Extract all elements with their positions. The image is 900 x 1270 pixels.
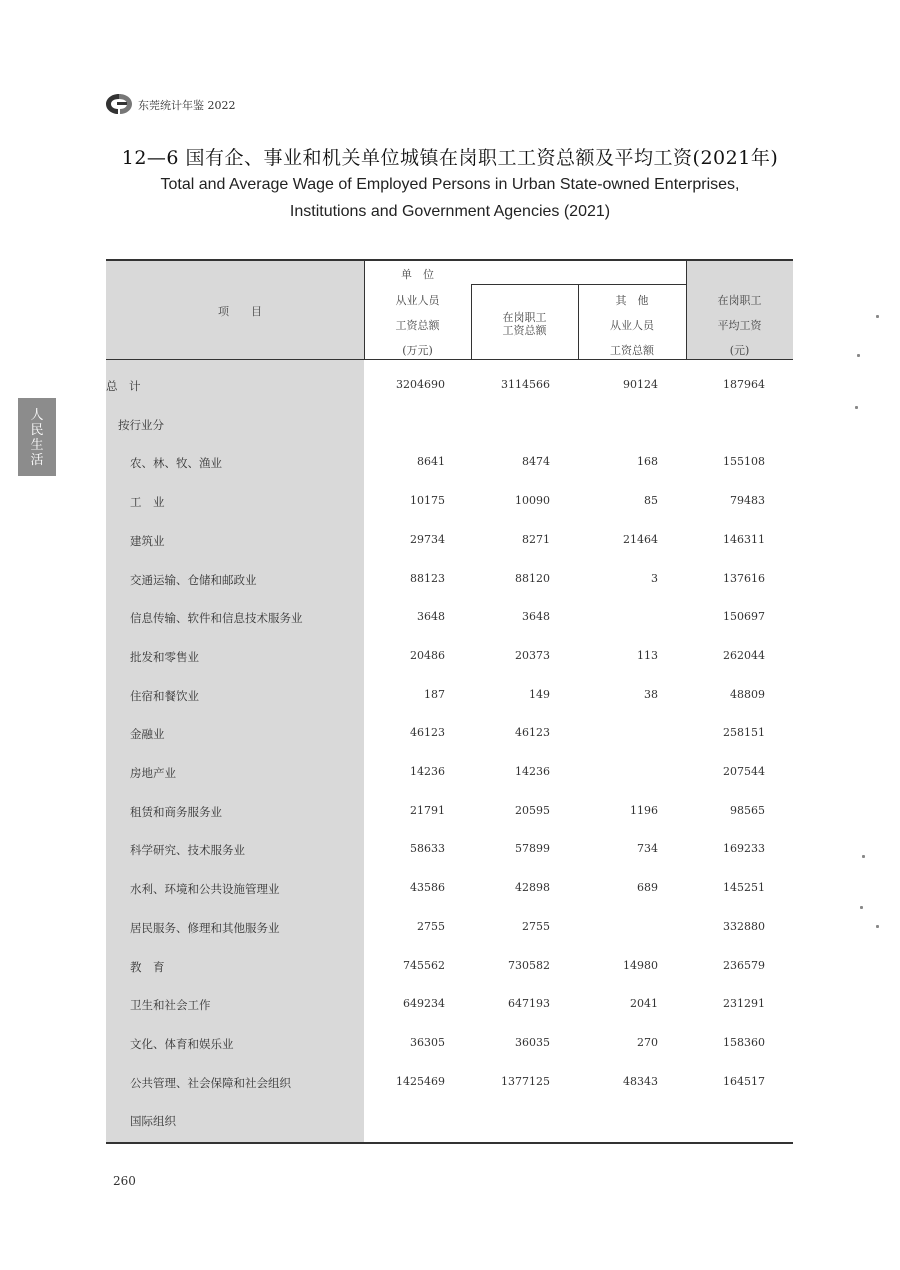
other-value: 689 <box>637 881 658 894</box>
table-row <box>0 881 900 901</box>
avg-value: 98565 <box>730 804 765 817</box>
avg-value: 150697 <box>723 610 765 623</box>
table-row <box>0 726 900 746</box>
total-value: 43586 <box>410 881 445 894</box>
other-value: 113 <box>637 649 658 662</box>
other-value: 14980 <box>623 959 658 972</box>
table-title-en-line2: Institutions and Government Agencies (2021) <box>289 203 611 220</box>
avg-value: 48809 <box>730 688 765 701</box>
other-value: 270 <box>637 1036 658 1049</box>
total-value: 88123 <box>410 572 445 585</box>
other-value: 168 <box>637 455 658 468</box>
table-row <box>0 533 900 553</box>
avg-value: 258151 <box>723 726 765 739</box>
running-title: 东莞统计年鉴 2022 <box>138 99 236 112</box>
row-label: 科学研究、技术服务业 <box>130 843 245 857</box>
total-value: 187 <box>424 688 445 701</box>
table-title-cn: 12—6 国有企、事业和机关单位城镇在岗职工工资总额及平均工资(2021年) <box>121 147 779 169</box>
row-label: 工 业 <box>130 495 165 509</box>
row-label: 建筑业 <box>130 534 165 548</box>
onpost-value: 42898 <box>515 881 550 894</box>
table-row <box>0 842 900 862</box>
table-row <box>0 959 900 979</box>
side-tab-char: 人 <box>30 408 44 423</box>
row-label: 卫生和社会工作 <box>130 998 211 1012</box>
header-onpost-line2: 工资总额 <box>502 324 547 337</box>
row-label: 住宿和餐饮业 <box>130 689 199 703</box>
onpost-value: 36035 <box>515 1036 550 1049</box>
avg-value: 164517 <box>723 1075 765 1088</box>
scan-speck <box>876 315 879 318</box>
total-value: 46123 <box>410 726 445 739</box>
table-row <box>0 1113 900 1133</box>
other-value: 21464 <box>623 533 658 546</box>
header-avg-line1: 在岗职工 <box>717 294 762 307</box>
onpost-value: 10090 <box>515 494 550 507</box>
avg-value: 146311 <box>723 533 765 546</box>
header-other-line1: 其 他 <box>615 294 649 307</box>
header-avg-unit: (元) <box>729 344 750 357</box>
row-label: 按行业分 <box>118 418 164 432</box>
table-row <box>0 765 900 785</box>
total-value: 1425469 <box>396 1075 445 1088</box>
header-other-line3: 工资总额 <box>610 344 654 357</box>
header-total-line1: 从业人员 <box>395 294 440 307</box>
row-label: 批发和零售业 <box>130 650 199 664</box>
total-value: 58633 <box>410 842 445 855</box>
onpost-value: 20595 <box>515 804 550 817</box>
onpost-value: 1377125 <box>501 1075 550 1088</box>
onpost-value: 2755 <box>522 920 550 933</box>
yearbook-logo-icon <box>104 92 134 116</box>
total-value: 2755 <box>417 920 445 933</box>
avg-value: 262044 <box>723 649 765 662</box>
row-label: 水利、环境和公共设施管理业 <box>130 882 280 896</box>
table-row <box>0 920 900 940</box>
row-label: 信息传输、软件和信息技术服务业 <box>130 611 303 625</box>
scan-speck <box>857 354 860 357</box>
table-row <box>0 688 900 708</box>
other-value: 85 <box>644 494 658 507</box>
other-value: 38 <box>644 688 658 701</box>
onpost-value: 647193 <box>508 997 550 1010</box>
row-label: 公共管理、社会保障和社会组织 <box>130 1076 291 1090</box>
total-value: 14236 <box>410 765 445 778</box>
row-label: 总 计 <box>106 379 141 393</box>
page-number: 260 <box>113 1174 136 1188</box>
total-value: 20486 <box>410 649 445 662</box>
header-bottom-rule <box>106 359 793 360</box>
table-title-en-line1: Total and Average Wage of Employed Persons in Urban State-owned Enterprises, <box>160 176 740 193</box>
onpost-value: 88120 <box>515 572 550 585</box>
table-row <box>0 610 900 630</box>
header-total-line2: 工资总额 <box>395 319 440 332</box>
row-label: 交通运输、仓储和邮政业 <box>130 573 257 587</box>
avg-value: 155108 <box>723 455 765 468</box>
onpost-value: 8474 <box>522 455 550 468</box>
scan-speck <box>855 406 858 409</box>
row-label: 教 育 <box>130 960 165 974</box>
other-value: 48343 <box>623 1075 658 1088</box>
onpost-value: 20373 <box>515 649 550 662</box>
onpost-value: 8271 <box>522 533 550 546</box>
row-label: 租赁和商务服务业 <box>130 805 222 819</box>
onpost-value: 730582 <box>508 959 550 972</box>
table-bottom-rule <box>106 1142 793 1144</box>
scan-speck <box>862 855 865 858</box>
table-top-rule <box>106 259 793 261</box>
row-label: 房地产业 <box>130 766 176 780</box>
table-row <box>0 494 900 514</box>
header-onpost-line1: 在岗职工 <box>502 311 547 324</box>
avg-value: 169233 <box>723 842 765 855</box>
total-value: 649234 <box>403 997 445 1010</box>
total-value: 10175 <box>410 494 445 507</box>
row-label: 文化、体育和娱乐业 <box>130 1037 234 1051</box>
table-row <box>0 1036 900 1056</box>
table-row <box>0 378 900 398</box>
total-value: 745562 <box>403 959 445 972</box>
side-tab-char: 民 <box>30 423 44 438</box>
onpost-value: 3648 <box>522 610 550 623</box>
header-unit: 单 位 <box>401 268 434 281</box>
header-avg-line2: 平均工资 <box>717 319 762 332</box>
table-row <box>0 804 900 824</box>
total-value: 21791 <box>410 804 445 817</box>
avg-value: 79483 <box>730 494 765 507</box>
other-value: 2041 <box>630 997 658 1010</box>
total-value: 8641 <box>417 455 445 468</box>
total-value: 3204690 <box>396 378 445 391</box>
table-row <box>0 455 900 475</box>
avg-value: 137616 <box>723 572 765 585</box>
avg-value: 231291 <box>723 997 765 1010</box>
avg-value: 158360 <box>723 1036 765 1049</box>
side-tab-char: 生 <box>30 438 44 453</box>
avg-value: 332880 <box>723 920 765 933</box>
total-value: 3648 <box>417 610 445 623</box>
scan-speck <box>876 925 879 928</box>
avg-value: 145251 <box>723 881 765 894</box>
header-other-line2: 从业人员 <box>610 319 654 332</box>
other-value: 734 <box>637 842 658 855</box>
avg-value: 207544 <box>723 765 765 778</box>
row-label: 金融业 <box>130 727 165 741</box>
scan-speck <box>860 906 863 909</box>
row-label: 农、林、牧、渔业 <box>130 456 222 470</box>
table-row <box>0 572 900 592</box>
onpost-value: 149 <box>529 688 550 701</box>
total-value: 29734 <box>410 533 445 546</box>
table-row <box>0 649 900 669</box>
other-value: 90124 <box>623 378 658 391</box>
avg-value: 187964 <box>723 378 765 391</box>
header-item: 项 目 <box>218 305 262 318</box>
total-value: 36305 <box>410 1036 445 1049</box>
onpost-value: 46123 <box>515 726 550 739</box>
other-value: 3 <box>651 572 658 585</box>
onpost-value: 3114566 <box>501 378 550 391</box>
row-label: 居民服务、修理和其他服务业 <box>130 921 280 935</box>
row-label: 国际组织 <box>130 1114 176 1128</box>
table-row <box>0 997 900 1017</box>
other-value: 1196 <box>630 804 658 817</box>
table-row <box>0 417 900 437</box>
side-tab-char: 活 <box>30 453 44 468</box>
onpost-value: 57899 <box>515 842 550 855</box>
header-total-unit: (万元) <box>402 344 433 357</box>
table-row <box>0 1075 900 1095</box>
avg-value: 236579 <box>723 959 765 972</box>
onpost-value: 14236 <box>515 765 550 778</box>
